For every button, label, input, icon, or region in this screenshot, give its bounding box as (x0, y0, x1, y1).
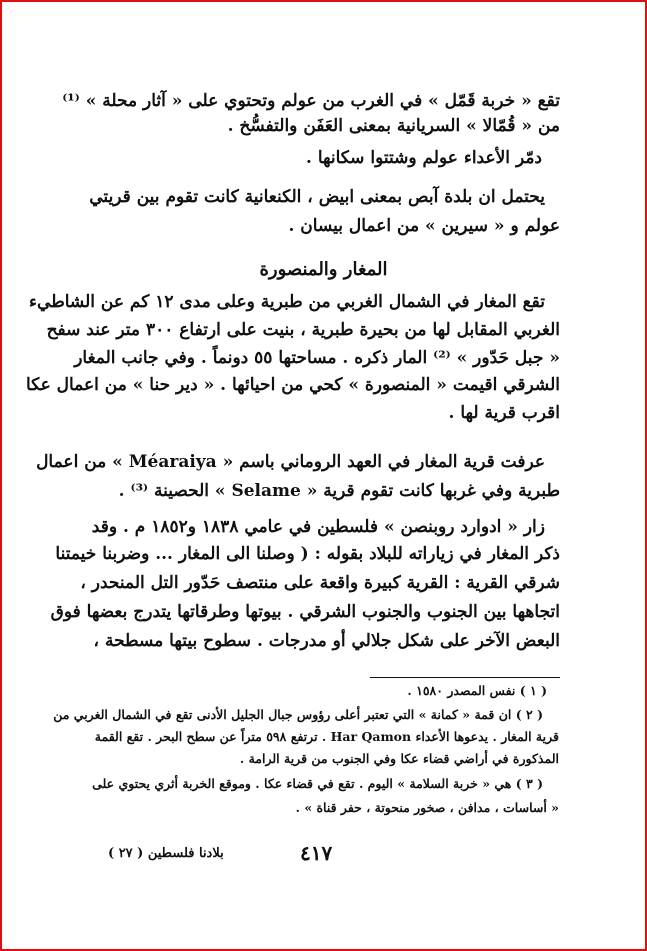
text-line: تقع المغار في الشمال الغربي من طبرية وعلى مدى ١٢ كم عن الشاطيء (29, 292, 545, 312)
text-line: البعض الآخر على شكل جلالي أو مدرجات . سطوح بيتها مسطحة ، (93, 631, 560, 651)
text-line: شرقي القرية : القرية كبيرة واقعة على منتصف حَدّور التل المنحدر ، (80, 573, 560, 593)
footnote-line: قرية المغار . يدعوها الأعداء Har Qamon . ترتفع ٥٩٨ متراً عن سطح البحر . تقع القمة (94, 729, 559, 744)
text-line: الشرقي اقيمت « المنصورة » كحي من احيائها . « دير حنا » من اعمال عكا (26, 375, 560, 395)
text-line: طبرية وفي غربها كانت تقوم قرية « Selame » الحصينة ⁽³⁾ . (118, 481, 560, 501)
text-line: « جبل حَدّور » ⁽²⁾ المار ذكره . مساحتها ٥٥ دونماً . وفي جانب المغار (74, 348, 560, 368)
page-number: ٤١٧ (300, 841, 333, 865)
text-line: الغربي المقابل لها من بحيرة طبرية ، بنيت على ارتفاع ٣٠٠ متر عند سفح (46, 320, 560, 340)
footnote-line: ( ٣ ) هي « خربة السلامة » اليوم . تقع في قضاء عكا . وموقع الخربة أثري يحتوي على (92, 776, 543, 791)
text-line: عرفت قرية المغار في العهد الروماني باسم « Méaraiya » من اعمال (36, 452, 545, 472)
footnote-line: « أساسات ، مدافن ، صخور منحوتة ، حفر قناة » . (295, 800, 559, 815)
footnote-line: ( ١ ) نفس المصدر ١٥٨٠ . (407, 683, 547, 698)
text-line: يحتمل ان بلدة آبص بمعنى ابيض ، الكنعانية كانت تقوم بين قريتي (89, 187, 545, 207)
section-title: المغار والمنصورة (259, 259, 388, 280)
text-line: زار « ادوارد روبنصن » فلسطين في عامي ١٨٣٨ و١٨٥٢ م . وقد (91, 517, 545, 537)
footnote-separator (370, 677, 560, 678)
text-line: ذكر المغار في زياراته للبلاد بقوله : ( وصلنا الى المغار ... وضربنا خيمتنا (55, 544, 560, 564)
text-line: دمّر الأعداء عولم وشتتوا سكانها . (306, 148, 542, 168)
book-title-footer: بلادنا فلسطين ( ٢٧ ) (108, 846, 224, 861)
text-line: تقع « خربة قَمّل » في الغرب من عولم وتحتوي على « آثار محلة » ⁽¹⁾ (62, 91, 560, 111)
text-line: من « قُمّالا » السريانية بمعنى العَفَن والتفسُّخ . (227, 116, 560, 136)
text-line: عولم و « سيرين » من اعمال بيسان . (288, 216, 560, 236)
footnote-line: المذكورة في أراضي قضاء عكا وفي الجنوب من قرية الرامة . (239, 751, 559, 766)
footnote-line: ( ٢ ) ان قمة « كمانة » التي تعتبر أعلى رؤوس جبال الجليل الأدنى تقع في الشمال الغربي من (53, 707, 543, 722)
text-line: اقرب قرية لها . (448, 403, 560, 423)
text-line: اتجاهها بين الجنوب والجنوب الشرقي . بيوتها وطرقاتها يتدرج بعضها فوق (50, 602, 560, 622)
